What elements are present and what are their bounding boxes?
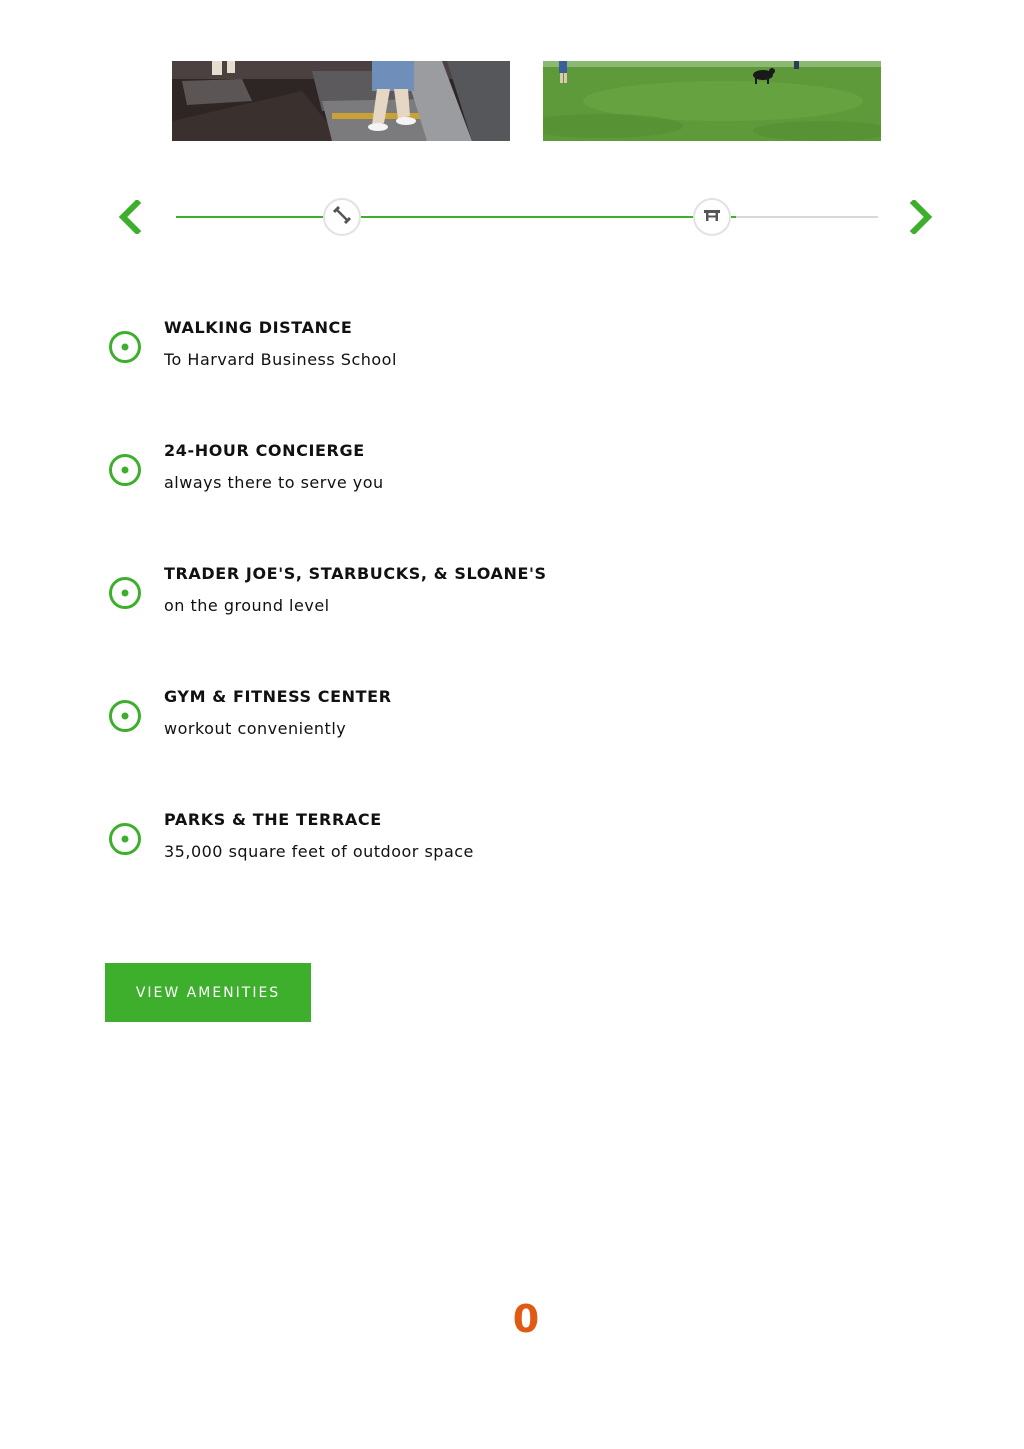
feature-description: always there to serve you — [164, 473, 384, 492]
target-dot-icon — [108, 453, 142, 487]
feature-description: on the ground level — [164, 596, 330, 615]
feature-title: 24-HOUR CONCIERGE — [164, 441, 365, 460]
feature-item-gym — [108, 687, 808, 810]
counter-value: 0 — [512, 1297, 540, 1341]
chevron-left-icon[interactable] — [112, 199, 148, 235]
carousel-remaining-track — [736, 216, 878, 218]
carousel-progress-track — [176, 216, 736, 218]
gym-treadmills-photo — [172, 61, 510, 141]
view-amenities-button[interactable]: VIEW AMENITIES — [105, 963, 311, 1022]
target-dot-icon — [108, 822, 142, 856]
target-dot-icon — [108, 699, 142, 733]
feature-item-retail — [108, 564, 808, 687]
chevron-right-icon[interactable] — [903, 199, 939, 235]
amenities-carousel — [0, 195, 1024, 240]
carousel-node-bench[interactable] — [693, 198, 731, 236]
dumbbell-icon — [332, 205, 352, 229]
bench-icon — [702, 205, 722, 229]
feature-item-parks — [108, 810, 808, 933]
carousel-node-gym[interactable] — [323, 198, 361, 236]
feature-title: WALKING DISTANCE — [164, 318, 353, 337]
feature-list — [108, 318, 808, 933]
target-dot-icon — [108, 576, 142, 610]
feature-title: TRADER JOE'S, STARBUCKS, & SLOANE'S — [164, 564, 547, 583]
feature-description: To Harvard Business School — [164, 350, 397, 369]
feature-title: PARKS & THE TERRACE — [164, 810, 382, 829]
feature-description: workout conveniently — [164, 719, 347, 738]
park-lawn-photo — [543, 61, 881, 141]
feature-description: 35,000 square feet of outdoor space — [164, 842, 474, 861]
feature-item-concierge — [108, 441, 808, 564]
target-dot-icon — [108, 330, 142, 364]
feature-title: GYM & FITNESS CENTER — [164, 687, 392, 706]
feature-item-walking-distance — [108, 318, 808, 441]
